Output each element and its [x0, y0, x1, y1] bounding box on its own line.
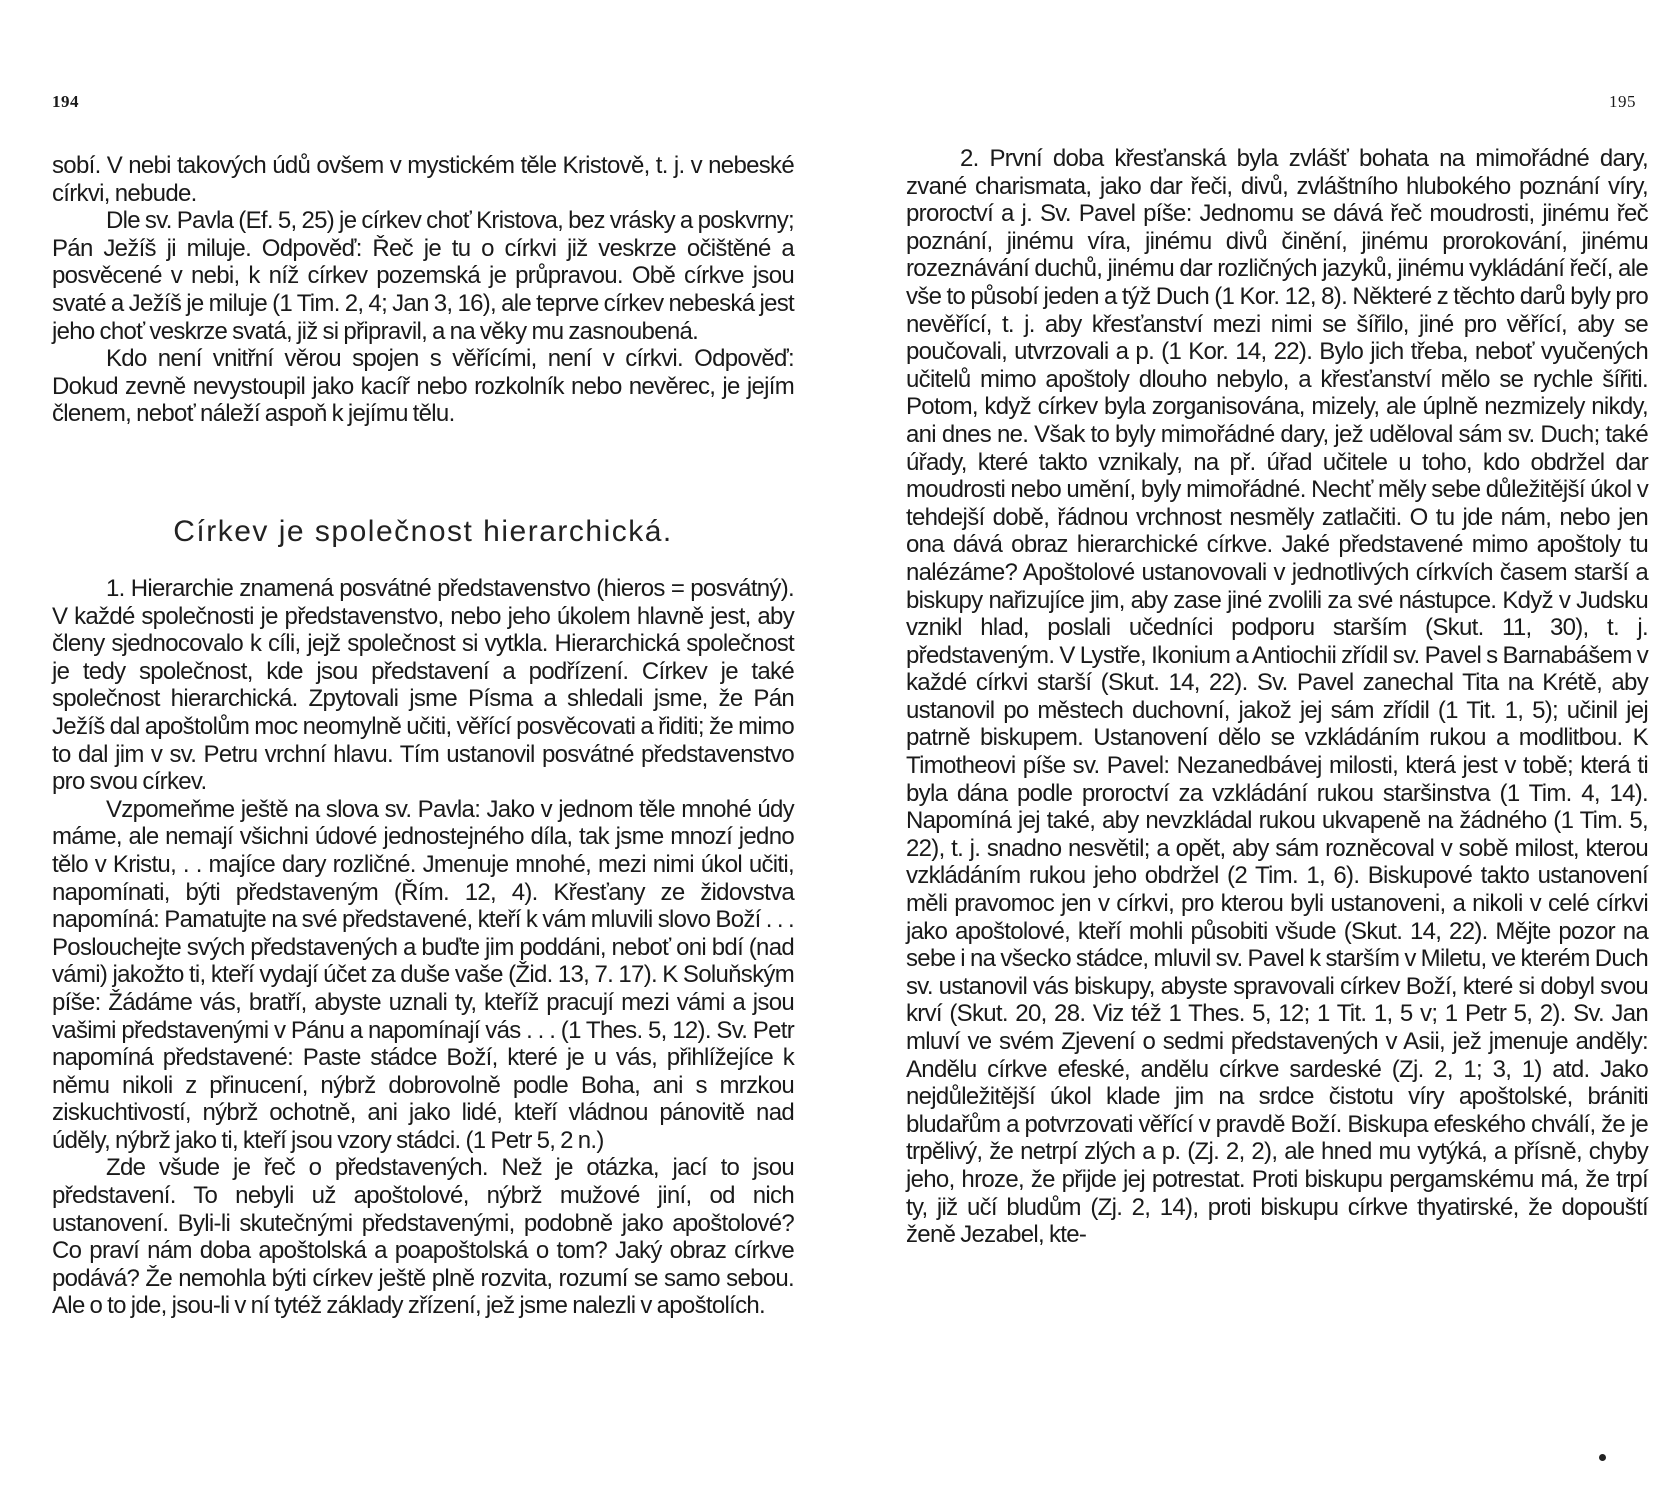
section-heading: Církev je společnost hierarchická. [173, 515, 673, 548]
paragraph: 1. Hierarchie znamená posvátné představenstvo (hieros = posvátný). V každé společnosti je představenstvo, nebo jeho úkolem hlavně jest, aby členy sjednocovalo k cíli, jejž společnost si vytkla. Hierarchická společnost je tedy společnost, kde jsou představení a podřízení. Církev je také společnost hierarchická. Zpytovali jsme Písma a shledali jsme, že Pán Ježíš dal apoštolům moc neomylně učiti, věřící posvěcovati a řiditi; že mimo to dal jim v sv. Petru vrchní hlavu. Tím ustanovil posvátné představenstvo pro svou církev. [52, 575, 794, 796]
right-text-block [906, 145, 1648, 1249]
paragraph: Vzpomeňme ještě na slova sv. Pavla: Jako v jednom těle mnohé údy máme, ale nemají všichni údové jednostejného díla, tak jsme mnozí jedno tělo v Kristu, . . majíce dary rozličné. Jmenuje mnohé, mezi nimi úkol učiti, napomínati, býti představeným (Řím. 12, 4). Křesťany ze židovstva napomíná: Pamatujte na své představené, kteří k vám mluvili slovo Boží . . . Poslouchejte svých představených a buďte jim poddáni, neboť oni bdí (nad vámi) jakožto ti, kteří vydají účet za duše vaše (Žid. 13, 7. 17). K Soluňským píše: Žádáme vás, bratří, abyste uznali ty, kteříž pracují mezi vámi a jsou vašimi představenými v Pánu a napomínají vás . . . (1 Thes. 5, 12). Sv. Petr napomíná představené: Paste stádce Boží, které je u vás, přihlížejíce k němu nikoli z přinucení, nýbrž dobrovolně podle Boha, ani s mrzkou ziskuchtivostí, nýbrž ochotně, ani jako lidé, kteří vládnou pánovitě nad úděly, nýbrž jako ti, kteří jsou vzory stádci. (1 Petr 5, 2 n.) [52, 795, 794, 1154]
left-bottom-text-block [52, 575, 794, 1320]
left-top-text-block [52, 152, 794, 428]
paragraph: Dle sv. Pavla (Ef. 5, 25) je církev choť Kristova, bez vrásky a poskvrny; Pán Ježíš ji miluje. Odpověď: Řeč je tu o církvi již veskrze očištěné a posvěcené v nebi, k níž církev pozemská je průpravou. Obě církve jsou svaté a Ježíš je miluje (1 Tim. 2, 4; Jan 3, 16), ale teprve církev nebeská jest jeho choť veskrze svatá, již si připravil, a na věky mu zasnoubená. [52, 207, 794, 345]
paragraph: 2. První doba křesťanská byla zvlášť bohata na mimořádné dary, zvané charismata, jako dar řeči, divů, zvláštního hlubokého poznání víry, proroctví a j. Sv. Pavel píše: Jednomu se dává řeč moudrosti, jinému řeč poznání, jinému víra, jinému divů činění, jinému prorokování, jinému rozeznávání duchů, jinému dar rozličných jazyků, jinému vykládání řečí, ale vše to působí jeden a týž Duch (1 Kor. 12, 8). Některé z těchto darů byly pro nevěřící, t. j. aby křesťanství mezi nimi se šířilo, jiné pro věřící, aby se poučovali, utvrzovali a p. (1 Kor. 14, 22). Bylo jich třeba, neboť vyučených učitelů mimo apoštoly dlouho nebylo, a křesťanství mělo se rychle šířiti. Potom, když církev byla zorganisována, mizely, ale úplně nezmizely nikdy, ani dnes ne. Však to byly mimořádné dary, jež uděloval sám sv. Duch; také úřady, které takto vznikaly, na př. úřad učitele u toho, kdo obdržel dar moudrosti nebo umění, byly mimořádné. Nechť měly sebe důležitější úkol v tehdejší době, řádnou vrchnost nesměly zatlačiti. O tu jde nám, nebo jen ona dává obraz hierarchické církve. Jaké představené mimo apoštoly tu nalézáme? Apoštolové ustanovovali v jednotlivých církvích časem starší a biskupy nařizujíce jim, aby zase jiné zvolili za své nástupce. Když v Judsku vznikl hlad, poslali učedníci podporu starším (Skut. 11, 30), t. j. představeným. V Lystře, Ikonium a Antiochii zřídil sv. Pavel s Barnabášem v každé církvi starší (Skut. 14, 22). Sv. Pavel zanechal Tita na Krétě, aby ustanovil po městech duchovní, jakož jej sám zřídil (1 Tit. 1, 5); učinil jej patrně biskupem. Ustanovení dělo se vzkládáním rukou a modlitbou. K Timotheovi píše sv. Pavel: Nezanedbávej milosti, která jest v tobě; která ti byla dána podle proroctví za vzkládání rukou staršinstva (1 Tim. 4, 14). Napomíná jej také, aby nevzkládal rukou ukvapeně na žádného (1 Tim. 5, 22), t. j. snadno nesvětil; a opět, aby sám rozněcoval v sobě milost, kterou vzkládáním rukou jeho obdržel (2 Tim. 1, 6). Biskupové takto ustanovení měli pravomoc jen v církvi, pro kterou byli ustanoveni, a nikoli v celé církvi jako apoštolové, kteří mohli působiti všude (Skut. 14, 22). Mějte pozor na sebe i na všecko stádce, mluvil sv. Pavel k starším v Miletu, ve kterém Duch sv. ustanovil vás biskupy, abyste spravovali církev Boží, které si dobyl svou krví (Skut. 20, 28. Viz též 1 Thes. 5, 12; 1 Tit. 1, 5 v; 1 Petr 5, 2). Sv. Jan mluví ve svém Zjevení o sedmi představených v Asii, jež jmenuje anděly: Andělu církve efeské, andělu církve sardeské (Zj. 2, 1; 3, 1) atd. Jako nejdůležitější úkol klade jim na srdce čistotu víry apoštolské, brániti bludařům a potvrzovati věřící v pravdě Boží. Biskupa efeského chválí, že je trpělivý, že netrpí zlých a p. (Zj. 2, 2), ale hned mu vytýká, a přísně, chyby jeho, hroze, že přijde jej potrestat. Proti biskupu pergamskému má, že trpí ty, již učí bludům (Zj. 2, 14), proti biskupu církve thyatirské, že dopouští ženě Jezabel, kte- [906, 145, 1648, 1249]
right-page-number: 195 [1609, 92, 1636, 111]
right-page [836, 0, 1672, 1500]
left-page-number: 194 [52, 92, 79, 111]
paragraph: sobí. V nebi takových údů ovšem v mystickém těle Kristově, t. j. v nebeské církvi, nebude. [52, 152, 794, 207]
printer-dot-mark [1599, 1454, 1606, 1461]
paragraph: Zde všude je řeč o představených. Než je otázka, jací to jsou představení. To nebyli už apoštolové, nýbrž mužové jiní, od nich ustanovení. Byli-li skutečnými představenými, podobně jako apoštolové? Co praví nám doba apoštolská a poapoštolská o tom? Jaký obraz církve podává? Že nemohla býti církev ještě plně rozvita, rozumí se samo sebou. Ale o to jde, jsou-li v ní tytéž základy zřízení, jež jsme nalezli v apoštolích. [52, 1154, 794, 1320]
paragraph: Kdo není vnitřní věrou spojen s věřícími, není v církvi. Odpověď: Dokud zevně nevystoupil jako kacíř nebo rozkolník nebo nevěrec, je jejím členem, neboť náleží aspoň k jejímu tělu. [52, 345, 794, 428]
